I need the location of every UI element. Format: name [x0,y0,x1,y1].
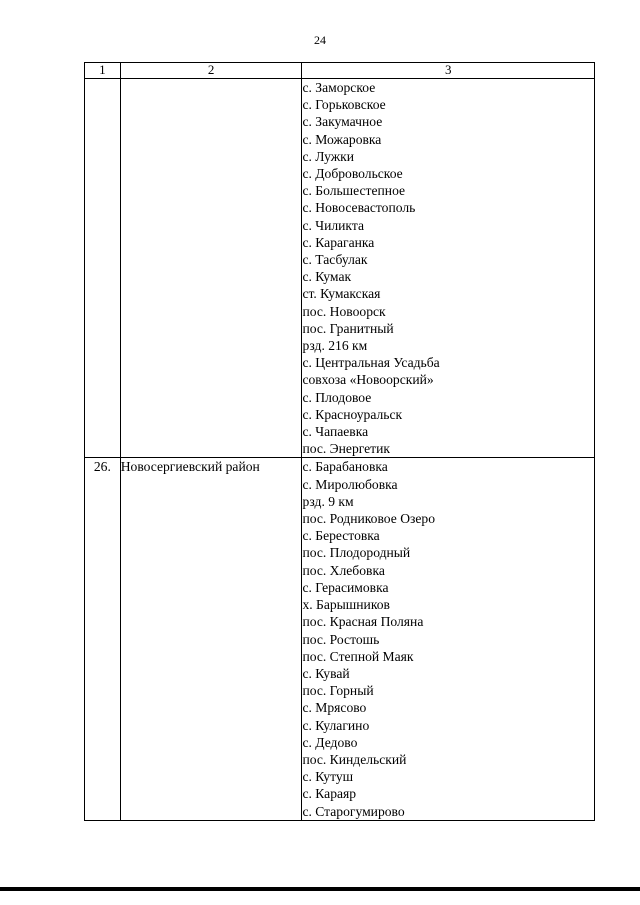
places-cell [302,458,595,820]
settlement-item: пос. Новоорск [302,303,386,319]
settlement-item: с. Красноуральск [302,406,403,422]
settlement-item: с. Плодовое [302,389,372,405]
settlement-item: с. Караяр [302,786,357,802]
settlement-item: пос. Ростошь [302,631,380,647]
settlement-item: с. Горьковское [302,97,386,113]
settlement-item: рзд. 216 км [302,338,368,354]
row-number-cell: 26. [85,458,121,820]
bottom-divider [0,887,640,891]
page-number: 24 [314,33,326,47]
settlement-item: пос. Степной Маяк [302,648,414,664]
settlement-item: с. Чиликта [302,217,365,233]
column-header-3: 3 [302,63,595,79]
settlement-item: с. Новосевастополь [302,200,416,216]
column-header-1: 1 [85,63,121,79]
settlement-item: с. Барабановка [302,459,388,475]
settlement-item: пос. Хлебовка [302,562,385,578]
settlement-item: пос. Родниковое Озеро [302,511,436,527]
settlement-item: пос. Красная Поляна [302,614,424,630]
settlement-item: с. Миролюбовка [302,476,398,492]
settlement-item: пос. Киндельский [302,751,407,767]
table-row [85,458,595,820]
settlement-item: с. Кутуш [302,769,354,785]
table-body [85,79,595,821]
table-header-row [85,63,595,79]
settlement-item: с. Можаровка [302,131,382,147]
settlement-item: с. Старогумирово [302,803,405,819]
settlement-item: совхоза «Новоорский» [302,372,434,388]
settlement-item: пос. Плодородный [302,545,411,561]
district-cell [120,79,302,458]
settlement-item: с. Кулагино [302,717,370,733]
settlement-item: с. Герасимовка [302,579,389,595]
settlement-item: с. Кувай [302,665,350,681]
settlement-item: с. Тасбулак [302,252,368,268]
settlement-item: пос. Горный [302,683,374,699]
settlement-item: рзд. 9 км [302,493,354,509]
settlement-item: с. Большестепное [302,183,406,199]
settlement-item: ст. Кумакская [302,286,381,302]
table-row [85,79,595,458]
settlement-item: с. Центральная Усадьба [302,355,440,371]
district-cell: Новосергиевский район [120,458,302,820]
settlement-item: с. Дедово [302,734,358,750]
settlement-item: с. Чапаевка [302,424,369,440]
places-cell [302,79,595,458]
settlement-item: с. Караганка [302,234,375,250]
settlement-item: с. Закумачное [302,114,383,130]
settlement-item: с. Лужки [302,148,355,164]
settlement-item: с. Заморское [302,80,376,95]
row-number-cell [85,79,121,458]
settlement-item: х. Барышников [302,597,390,613]
settlement-item: с. Берестовка [302,528,380,544]
settlement-item: с. Кумак [302,269,352,285]
settlement-item: пос. Энергетик [302,441,391,457]
settlement-item: с. Мрясово [302,700,367,716]
settlements-table [84,62,595,821]
settlement-item: с. Добровольское [302,166,403,182]
column-header-2: 2 [120,63,302,79]
settlement-item: пос. Гранитный [302,320,394,336]
